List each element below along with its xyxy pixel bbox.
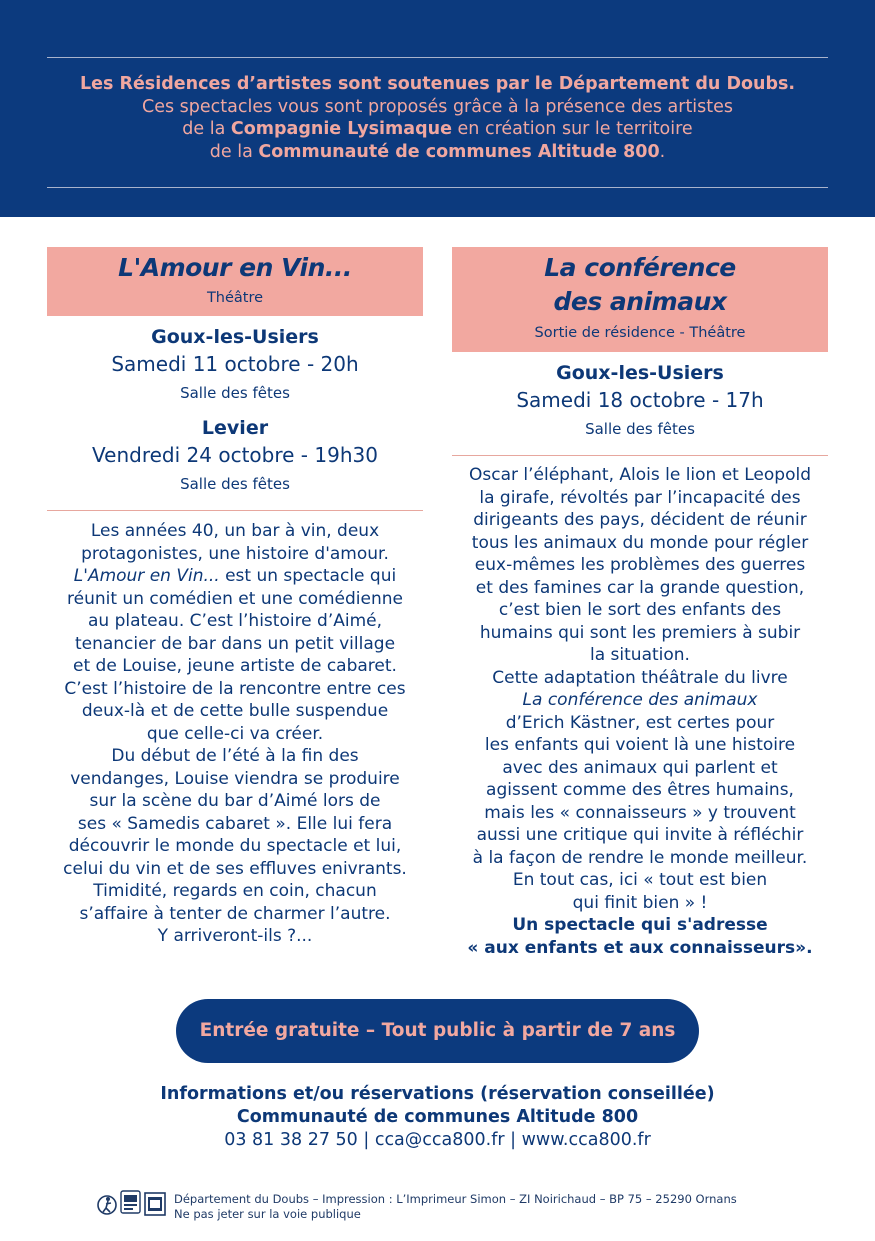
performance-goux: [452, 360, 828, 440]
venue-city: Levier: [201, 417, 269, 439]
footer-logos: [96, 1189, 168, 1219]
description-line-rest: est un spectacle qui: [219, 566, 397, 586]
description-line: mais les « connaisseurs » y trouvent: [484, 802, 796, 823]
free-entry-banner: Entrée gratuite – Tout public à partir de 7 ans: [176, 999, 699, 1063]
footer-legal: [174, 1192, 737, 1222]
description-line: vendanges, Louise viendra se produire: [70, 768, 400, 789]
recycle-bin-icon: [145, 1193, 165, 1215]
footer-printer-line: Département du Doubs – Impression : L’Imprimeur Simon – ZI Noirichaud – BP 75 – 25290 Ornans: [174, 1192, 737, 1206]
residency-line-3-post: en création sur le territoire: [451, 119, 693, 139]
info-heading: Informations et/ou réservations (réservation conseillée): [160, 1084, 715, 1104]
info-contact: 03 81 38 27 50 | cca@cca800.fr | www.cca800.fr: [224, 1130, 651, 1150]
description-line: tous les animaux du monde pour régler: [471, 532, 809, 553]
show-description: [446, 464, 834, 959]
description-line: Oscar l’éléphant, Alois le lion et Leopold: [468, 465, 811, 485]
description-line: eux-mêmes les problèmes des guerres: [474, 555, 806, 575]
residency-line-1: Les Résidences d’artistes sont soutenues par le Département du Doubs.: [79, 74, 796, 94]
description-line: Timidité, regards en coin, chacun: [93, 881, 377, 901]
company-name: Compagnie Lysimaque: [230, 119, 452, 139]
venue-date: Samedi 11 octobre - 20h: [111, 352, 359, 376]
description-line: tenancier de bar dans un petit village: [74, 633, 396, 654]
venue-city: Goux-les-Usiers: [556, 362, 724, 384]
section-divider: [47, 510, 423, 511]
info-organization: Communauté de communes Altitude 800: [236, 1106, 639, 1127]
residency-line-4-post: .: [659, 141, 666, 162]
description-line: celui du vin et de ses effluves enivrants.: [63, 858, 407, 879]
audience-line-2: « aux enfants et aux connaisseurs».: [467, 937, 813, 958]
description-line: ses « Samedis cabaret ». Elle lui fera: [77, 813, 393, 834]
description-line: agissent comme des êtres humains,: [486, 780, 794, 800]
imprim-vert-icon: [121, 1191, 140, 1213]
show-title-italic: L'Amour en Vin...: [73, 566, 220, 586]
audience-tagline: [446, 914, 834, 959]
description-line: Les années 40, un bar à vin, deux: [90, 521, 380, 541]
venue-date: Samedi 18 octobre - 17h: [516, 388, 764, 412]
description-line: d’Erich Kästner, est certes pour: [505, 712, 775, 733]
residency-line-4-pre: de la: [209, 141, 259, 162]
audience-line-1: Un spectacle qui s'adresse: [512, 915, 768, 935]
show-title-box: [452, 247, 828, 352]
show-column-amour-en-vin: [47, 0, 423, 1000]
description-line: sur la scène du bar d’Aimé lors de: [89, 791, 381, 811]
performance-goux: [47, 324, 423, 404]
venue-room: Salle des fêtes: [180, 475, 290, 493]
show-column-conference-animaux: [452, 0, 828, 1000]
description-line: réunit un comédien et une comédienne: [67, 588, 403, 609]
show-title: L'Amour en Vin...: [118, 253, 352, 282]
show-title-box: [47, 247, 423, 316]
description-line: [446, 689, 834, 712]
description-line: et des famines car la grande question,: [475, 577, 805, 598]
description-line: au plateau. C’est l’histoire d’Aimé,: [87, 611, 383, 631]
community-name: Communauté de communes Altitude 800: [258, 141, 660, 162]
venue-room: Salle des fêtes: [180, 384, 290, 402]
description-line: Cette adaptation théâtrale du livre: [492, 667, 788, 688]
reservation-info: [40, 1083, 835, 1152]
description-line: c’est bien le sort des enfants des: [498, 600, 782, 620]
description-line: C’est l’histoire de la rencontre entre ces: [64, 678, 406, 699]
description-line: humains qui sont les premiers à subir: [479, 622, 801, 643]
show-description: [41, 520, 429, 948]
description-line: la girafe, révoltés par l’incapacité des: [479, 487, 801, 508]
description-line: En tout cas, ici « tout est bien: [512, 870, 768, 890]
description-line: aussi une critique qui invite à réfléchir: [476, 825, 804, 845]
description-line: les enfants qui voient là une histoire: [484, 735, 796, 755]
residency-line-2: Ces spectacles vous sont proposés grâce à la présence des artistes: [141, 96, 734, 117]
footer-disposal-line: Ne pas jeter sur la voie publique: [174, 1207, 361, 1221]
description-line: Y arriveront-ils ?...: [157, 926, 313, 946]
section-divider: [452, 455, 828, 456]
book-title-italic: La conférence des animaux: [522, 690, 758, 710]
show-genre: Théâtre: [206, 290, 264, 306]
description-line: avec des animaux qui parlent et: [502, 757, 778, 778]
description-line: Du début de l’été à la fin des: [111, 746, 359, 766]
show-title-line-2: des animaux: [553, 287, 727, 316]
performance-dates: [47, 324, 423, 495]
show-title-line-1: La conférence: [544, 253, 736, 282]
description-line: protagonistes, une histoire d'amour.: [81, 543, 389, 564]
description-line: dirigeants des pays, décident de réunir: [473, 510, 807, 530]
recycling-person-icon: [98, 1196, 116, 1214]
description-line: à la façon de rendre le monde meilleur.: [472, 847, 808, 868]
show-genre: Sortie de résidence - Théâtre: [534, 325, 746, 341]
description-line: s’affaire à tenter de charmer l’autre.: [79, 903, 391, 924]
venue-date: Vendredi 24 octobre - 19h30: [92, 443, 378, 467]
description-line: deux-là et de cette bulle suspendue: [81, 701, 389, 721]
description-line: et de Louise, jeune artiste de cabaret.: [73, 656, 397, 676]
description-line: qui finit bien » !: [572, 892, 708, 913]
description-line: [41, 565, 429, 588]
description-line: la situation.: [590, 645, 690, 665]
venue-city: Goux-les-Usiers: [151, 326, 319, 348]
description-line: découvrir le monde du spectacle et lui,: [68, 836, 402, 856]
description-line: que celle-ci va créer.: [146, 723, 324, 744]
residency-line-3-pre: de la: [182, 119, 231, 139]
venue-room: Salle des fêtes: [585, 420, 695, 438]
footer-logos-svg: [96, 1189, 168, 1219]
performance-levier: [47, 415, 423, 495]
